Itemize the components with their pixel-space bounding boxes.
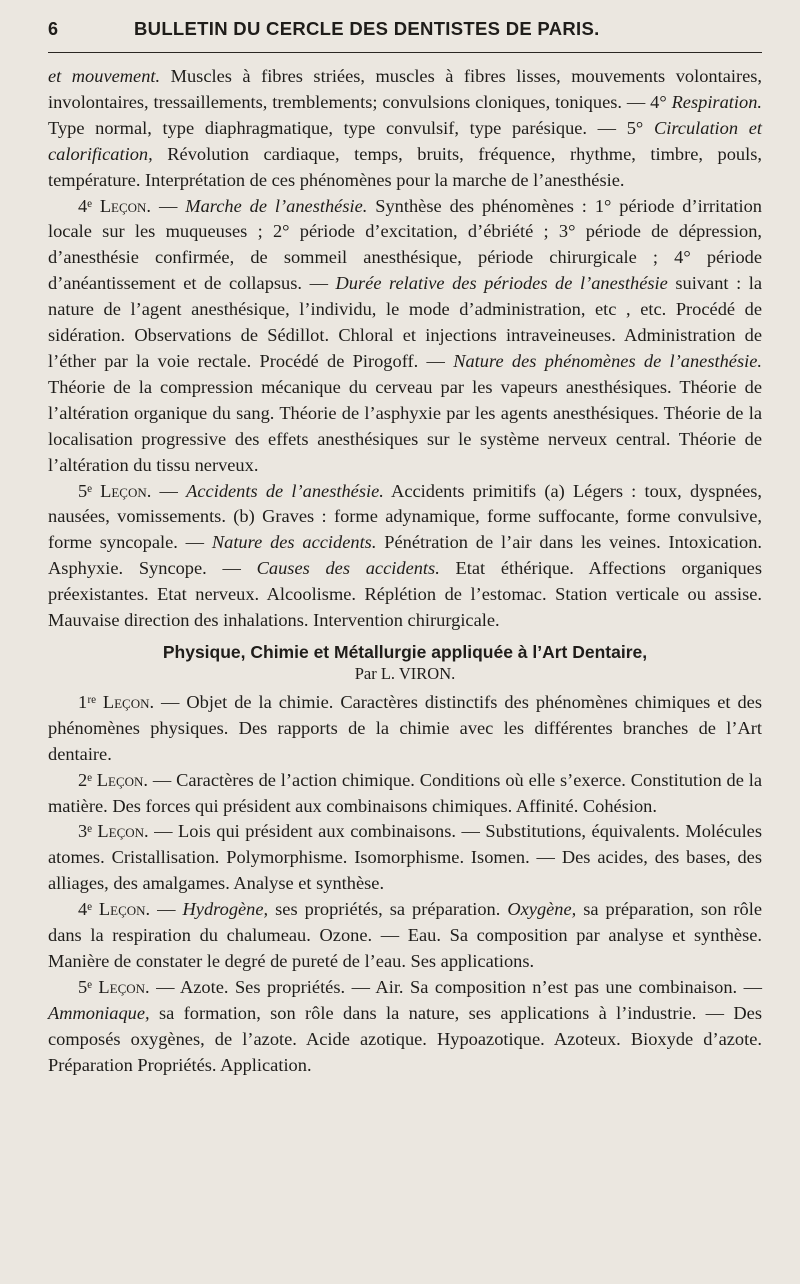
paragraph-chimie-lecon-5	[48, 975, 762, 1079]
text-span: Marche de l’anesthésie.	[185, 195, 368, 216]
lecon-number: 4ᵉ	[78, 899, 99, 920]
section-title: Physique, Chimie et Métallurgie appliquée à l’Art Dentaire,	[162, 641, 648, 662]
lecon-label: Leçon.	[98, 976, 150, 997]
section-author: Par L. VIRON.	[354, 663, 456, 683]
text-span: Etat éthérique. Affections organiques préexistantes. Etat nerveux. Alcoolisme. Réplétion de l’estomac. Station verticale ou assise. Mauvaise direction des inhalations. Intervention chirurgicale.	[48, 558, 762, 631]
text-span: Causes des accidents.	[256, 558, 440, 579]
text-span: Nature des accidents.	[211, 532, 377, 553]
text-span: Muscles à fibres striées, muscles à fibres lisses, mouvements volontaires, involontaires, tressaillements, tremblements; convulsions cloniques, toniques. — 4°	[48, 66, 763, 112]
body-text	[48, 64, 762, 1079]
text-span: —	[151, 480, 187, 501]
text-span: — Objet de la chimie. Caractères distinctifs des phénomènes chimiques et des phénomènes physiques. Des rapports de la chimie avec les différentes branches de l’Art dentaire.	[48, 691, 762, 764]
text-span: suivant : la nature de l’agent anesthésique, l’individu, le mode d’administration, etc , etc. Procédé de sidération. Observations de Sédillot. Chloral et injections intraveineuses. Administration de l’éther par la voie rectale. Procédé de Pirogoff. —	[48, 273, 763, 371]
text-span: Oxygène,	[507, 899, 577, 920]
text-span: sa formation, son rôle dans la nature, ses applications à l’industrie. — Des composés oxygènes, de l’azote. Acide azotique. Hypoazotique. Azoteux. Bioxyde d’azote. Préparation Propriétés. Application.	[48, 1002, 762, 1075]
text-span: Accidents de l’anesthésie.	[186, 480, 384, 501]
lecon-label: Leçon.	[98, 899, 151, 920]
page	[48, 18, 762, 1079]
text-span: sa préparation, son rôle dans la respiration du chalumeau. Ozone. — Eau. Sa composition par analyse et synthèse. Manière de constater le degré de pureté de l’eau. Ses applications.	[48, 899, 763, 971]
paragraph-lecon-5	[48, 479, 762, 634]
text-span: — Caractères de l’action chimique. Conditions où elle s’exerce. Constitution de la matière. Des forces qui président aux combinaisons chimiques. Affinité. Cohésion.	[48, 769, 762, 816]
text-span: —	[151, 195, 186, 216]
text-span: Pénétration de l’air dans les veines. Intoxication. Asphyxie. Syncope. —	[48, 532, 762, 579]
journal-title: BULLETIN DU CERCLE DES DENTISTES DE PARIS.	[134, 18, 600, 39]
lecon-number: 1ʳᵉ	[78, 691, 103, 712]
paragraph-chimie-lecon-3	[48, 819, 762, 897]
text-span: Accidents primitifs (a) Légers : toux, dyspnées, nausées, vomissements. (b) Graves : forme adynamique, forme suffocante, forme convulsive, forme syncopale. —	[48, 480, 763, 553]
text-span: Circulation et calorification,	[48, 117, 762, 164]
text-span: et mouvement.	[48, 66, 161, 86]
text-span: Durée relative des périodes de l’anesthésie	[335, 273, 668, 294]
lecon-label: Leçon.	[96, 769, 149, 790]
text-span: Synthèse des phénomènes : 1° période d’irritation locale sur les muqueuses ; 2° période d’excitation, d’ébriété ; 3° période de dépression, d’anesthésie confirmée, de sommeil anesthésique, période chirurgicale ; 4° période d’anéantissement et de collapsus. —	[48, 195, 762, 294]
lecon-number: 5ᵉ	[78, 976, 99, 997]
text-span: — Lois qui président aux combinaisons. — Substitutions, équivalents. Molécules atomes. Cristallisation. Polymorphisme. Isomorphisme. Isomen. — Des acides, des bases, des alliages, des amalgames. Analyse et synthèse.	[48, 821, 762, 894]
text-span: Théorie de la compression mécanique du cerveau par les vapeurs anesthésiques. Théorie de l’altération organique du sang. Théorie de l’asphyxie par les agents anesthésiques. Théorie de la localisation progressive des effets anesthésiques sur le système nerveux central. Théorie de l’altération du tissu nerveux.	[48, 376, 762, 475]
text-span: — Azote. Ses propriétés. — Air. Sa composition n’est pas une combinaison. —	[149, 976, 762, 997]
paragraph-chimie-lecon-1	[48, 690, 762, 768]
lecon-label: Leçon.	[97, 821, 149, 842]
lecon-number: 5ᵉ	[78, 480, 101, 501]
page-number: 6	[48, 19, 59, 39]
text-span: Ammoniaque,	[48, 1002, 150, 1023]
lecon-label: Leçon.	[102, 691, 155, 712]
lecon-label: Leçon.	[99, 195, 152, 216]
paragraph-chimie-lecon-4	[48, 897, 762, 975]
paragraph-motricite	[48, 64, 762, 194]
lecon-number: 2ᵉ	[78, 769, 97, 790]
text-span: ses propriétés, sa préparation.	[268, 899, 508, 920]
paragraph-chimie-lecon-2	[48, 768, 762, 820]
lecon-number: 3ᵉ	[78, 821, 98, 842]
lecon-label: Leçon.	[100, 480, 152, 501]
text-span: —	[150, 899, 183, 920]
paragraph-lecon-4	[48, 194, 762, 479]
text-span: Type normal, type diaphragmatique, type convulsif, type parésique. — 5°	[48, 117, 654, 138]
text-span: Respiration.	[671, 91, 762, 112]
text-span: Nature des phénomènes de l’anesthésie.	[453, 350, 762, 371]
running-header	[48, 18, 762, 53]
text-span: Révolution cardiaque, temps, bruits, fréquence, rhythme, timbre, pouls, température. Interprétation de ces phénomènes pour la marche de l’anesthésie.	[48, 143, 762, 190]
text-span: Hydrogène,	[182, 899, 269, 920]
lecon-number: 4ᵉ	[78, 195, 100, 216]
